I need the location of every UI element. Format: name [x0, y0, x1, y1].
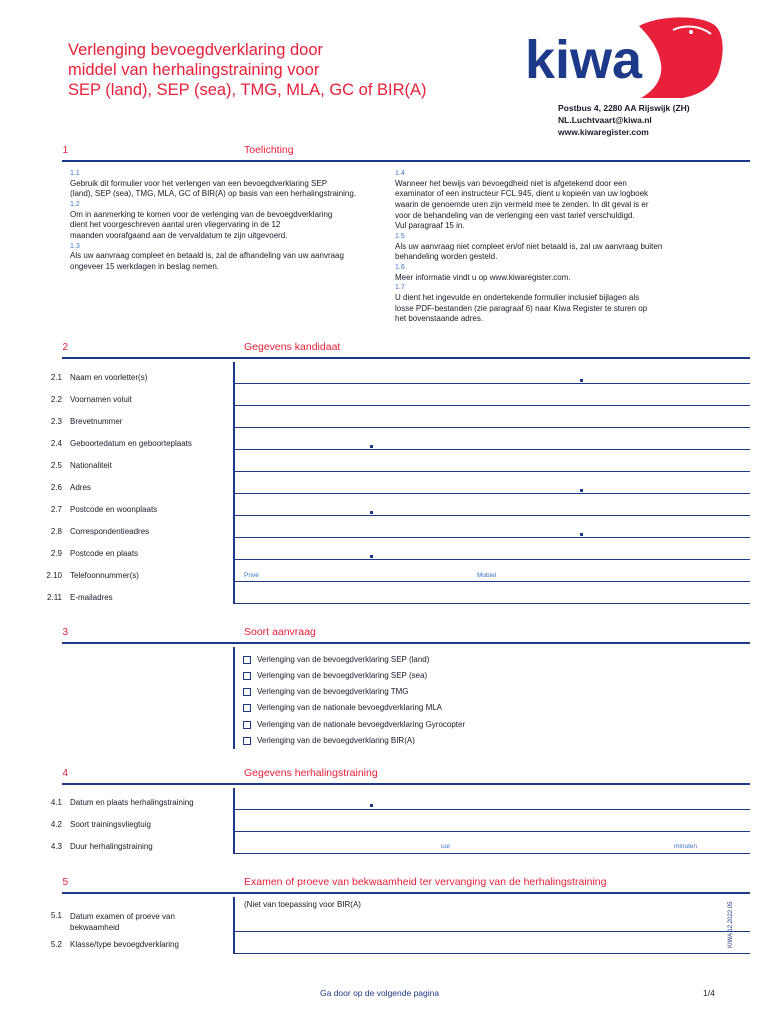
address-line: NL.Luchtvaart@kiwa.nl: [558, 115, 652, 125]
address-line: Postbus 4, 2280 AA Rijswijk (ZH): [558, 103, 690, 113]
paragraph-line: ongeveer 15 werkdagen in beslag nemen.: [70, 261, 219, 271]
training-aircraft-field[interactable]: [233, 810, 750, 832]
row-number: 2.9: [50, 549, 62, 558]
option-label: Verlenging van de bevoegdverklaring SEP (land): [257, 655, 430, 664]
row-label: [70, 911, 175, 933]
row-number: 2.8: [50, 527, 62, 536]
field-divider-mark: [580, 533, 583, 536]
paragraph-line: (land), SEP (sea), TMG, MLA, GC of BIR(A) op basis van een herhalingstraining.: [70, 189, 357, 199]
row-number: 2.1: [50, 373, 62, 382]
name-initials-field[interactable]: [233, 362, 750, 384]
title-line: middel van herhalingstraining voor: [68, 61, 320, 79]
address-block: [558, 102, 690, 138]
birth-date-place-field[interactable]: [233, 428, 750, 450]
row-label: Voornamen voluit: [70, 395, 132, 404]
row-number: 2.3: [50, 417, 62, 426]
beaver-shape: [639, 17, 723, 98]
paragraph-line: examinator of een instructeur FCL.945, dient u kopieën van uw logboek: [395, 189, 649, 199]
training-date-place-field[interactable]: [233, 788, 750, 810]
paragraph-line: Vul paragraaf 15 in.: [395, 221, 465, 231]
address-line: www.kiwaregister.com: [558, 127, 649, 137]
paragraph-number: 1.7: [395, 284, 405, 292]
row-number: 2.5: [50, 461, 62, 470]
beaver-eye: [689, 30, 693, 34]
paragraph-number: 1.5: [395, 232, 405, 240]
paragraph-line: dient het voorgeschreven aantal uren vliegervaring in de 12: [70, 220, 281, 230]
checkbox[interactable]: [243, 737, 251, 745]
section-number: 1: [62, 145, 68, 156]
hours-hint: uur: [441, 843, 451, 850]
row-label: Duur herhalingstraining: [70, 842, 153, 851]
intro-right-column: [395, 169, 725, 325]
field-divider-mark: [370, 555, 373, 558]
row-number: 2.10: [46, 571, 62, 580]
checkbox[interactable]: [243, 721, 251, 729]
address-field[interactable]: [233, 472, 750, 494]
option-mla[interactable]: [243, 703, 442, 712]
paragraph-line: Om in aanmerking te komen voor de verlenging van de bevoegdverklaring: [70, 209, 333, 219]
paragraph-line: Als uw aanvraag niet compleet en/of niet betaald is, zal uw aanvraag buiten: [395, 241, 663, 251]
paragraph-line: Gebruik dit formulier voor het verlengen van een bevoegdverklaring SEP: [70, 178, 328, 188]
section-rule: [62, 357, 750, 359]
row-label-line: Datum examen of proeve van: [70, 912, 175, 921]
nationality-field[interactable]: [233, 450, 750, 472]
logo-wordmark: kiwa: [525, 30, 643, 90]
first-names-field[interactable]: [233, 384, 750, 406]
section-rule: [62, 892, 750, 894]
option-label: Verlenging van de nationale bevoegdverklaring MLA: [257, 703, 443, 712]
phone-private-hint: Privé: [244, 572, 259, 579]
field-column-bar: [233, 647, 235, 749]
paragraph-number: 1.3: [70, 242, 80, 250]
postcode-city-field[interactable]: [233, 494, 750, 516]
section-rule: [62, 642, 750, 644]
not-applicable-note: (Niet van toepassing voor BIR(A): [244, 900, 361, 909]
option-gyrocopter[interactable]: [243, 720, 465, 729]
paragraph-line: losse PDF-bestanden (zie paragraaf 6) naar Kiwa Register te sturen op: [395, 303, 648, 313]
option-sep-sea[interactable]: [243, 671, 427, 680]
form-code: KIWA 12.2022.05: [728, 901, 734, 948]
row-number: 2.6: [50, 483, 62, 492]
row-label: Datum en plaats herhalingstraining: [70, 798, 194, 807]
licence-number-field[interactable]: [233, 406, 750, 428]
paragraph-line: het bovenstaande adres.: [395, 314, 484, 324]
checkbox[interactable]: [243, 704, 251, 712]
kiwa-logo: [523, 16, 725, 100]
row-number: 2.4: [50, 439, 62, 448]
paragraph-number: 1.2: [70, 200, 80, 208]
section-number: 5: [62, 877, 68, 888]
option-bir-a[interactable]: [243, 736, 415, 745]
field-divider-mark: [580, 379, 583, 382]
section-number: 3: [62, 627, 68, 638]
row-label: Naam en voorletter(s): [70, 373, 148, 382]
correspondence-address-field[interactable]: [233, 516, 750, 538]
section-rule: [62, 783, 750, 785]
section-rule: [62, 160, 750, 162]
email-field[interactable]: [233, 582, 750, 604]
paragraph-line: voor de behandeling van de verlenging een vast tarief verschuldigd.: [395, 210, 635, 220]
paragraph-line: U dient het ingevulde en ondertekende formulier inclusief bijlagen als: [395, 292, 640, 302]
paragraph-line: maanden voorafgaand aan de vervaldatum te zijn uitgevoerd.: [70, 230, 288, 240]
rating-type-field[interactable]: [233, 932, 750, 954]
row-label: Geboortedatum en geboorteplaats: [70, 439, 192, 448]
section-title: Gegevens kandidaat: [244, 341, 341, 353]
paragraph-number: 1.6: [395, 263, 405, 271]
row-number: 5.1: [50, 911, 62, 920]
section-title: Gegevens herhalingstraining: [244, 767, 378, 779]
section-number: 4: [62, 768, 68, 779]
paragraph-line: Wanneer het bewijs van bevoegdheid niet is afgetekend door een: [395, 178, 627, 188]
option-label: Verlenging van de bevoegdverklaring SEP (sea): [257, 671, 428, 680]
field-divider-mark: [370, 804, 373, 807]
row-label: Nationaliteit: [70, 461, 112, 470]
checkbox[interactable]: [243, 688, 251, 696]
exam-date-field[interactable]: [233, 897, 750, 932]
row-label: Telefoonnummer(s): [70, 571, 139, 580]
intro-left-column: [70, 169, 390, 273]
section-title: Examen of proeve van bekwaamheid ter vervanging van de herhalingstraining: [244, 876, 607, 888]
paragraph-line: waarin de genoemde uren zijn vermeld mee te zenden. In dit geval is er: [395, 199, 649, 209]
row-label: Postcode en plaats: [70, 549, 139, 558]
row-number: 4.2: [50, 820, 62, 829]
section-title: Soort aanvraag: [244, 626, 316, 638]
row-number: 2.2: [50, 395, 62, 404]
minutes-hint: minuten: [674, 843, 698, 850]
paragraph-line: behandeling worden gesteld.: [395, 252, 498, 262]
checkbox[interactable]: [243, 672, 251, 680]
row-label-line: bekwaamheid: [70, 923, 120, 932]
paragraph-number: 1.1: [70, 170, 80, 177]
row-number: 2.7: [50, 505, 62, 514]
title-line: Verlenging bevoegdverklaring door: [68, 41, 324, 59]
option-label: Verlenging van de bevoegdverklaring BIR(A): [257, 736, 415, 745]
row-label: Soort trainingsvliegtuig: [70, 820, 151, 829]
row-number: 2.11: [47, 593, 62, 602]
option-label: Verlenging van de nationale bevoegdverklaring Gyrocopter: [257, 720, 466, 729]
page-number: 1/4: [703, 988, 715, 998]
row-number: 5.2: [50, 940, 62, 949]
field-divider-mark: [370, 511, 373, 514]
row-number: 4.3: [50, 842, 62, 851]
training-duration-field[interactable]: [233, 832, 750, 854]
checkbox[interactable]: [243, 656, 251, 664]
paragraph-number: 1.4: [395, 170, 405, 177]
paragraph-line: Meer informatie vindt u op www.kiwaregister.com.: [395, 272, 571, 282]
row-label: Klasse/type bevoegdverklaring: [70, 940, 179, 949]
section-title: Toelichting: [244, 144, 294, 156]
phone-mobile-hint: Mobiel: [477, 572, 497, 579]
section-number: 2: [62, 342, 68, 353]
row-label: Postcode en woonplaats: [70, 505, 158, 514]
row-label: Correspondentieadres: [70, 527, 150, 536]
paragraph-line: Als uw aanvraag compleet en betaald is, zal de afhandeling van uw aanvraag: [70, 251, 344, 261]
title-line: SEP (land), SEP (sea), TMG, MLA, GC of BIR(A): [68, 81, 427, 99]
option-label: Verlenging van de bevoegdverklaring TMG: [257, 687, 409, 696]
continue-note: Ga door op de volgende pagina: [320, 988, 440, 998]
field-divider-mark: [370, 445, 373, 448]
row-label: E-mailadres: [70, 593, 113, 602]
document-title: [68, 40, 488, 100]
option-sep-land[interactable]: [243, 655, 429, 664]
row-label: Adres: [70, 483, 91, 492]
row-number: 4.1: [50, 798, 62, 807]
row-label: Brevetnummer: [70, 417, 123, 426]
postcode-place-field[interactable]: [233, 538, 750, 560]
field-divider-mark: [580, 489, 583, 492]
option-tmg[interactable]: [243, 687, 409, 696]
